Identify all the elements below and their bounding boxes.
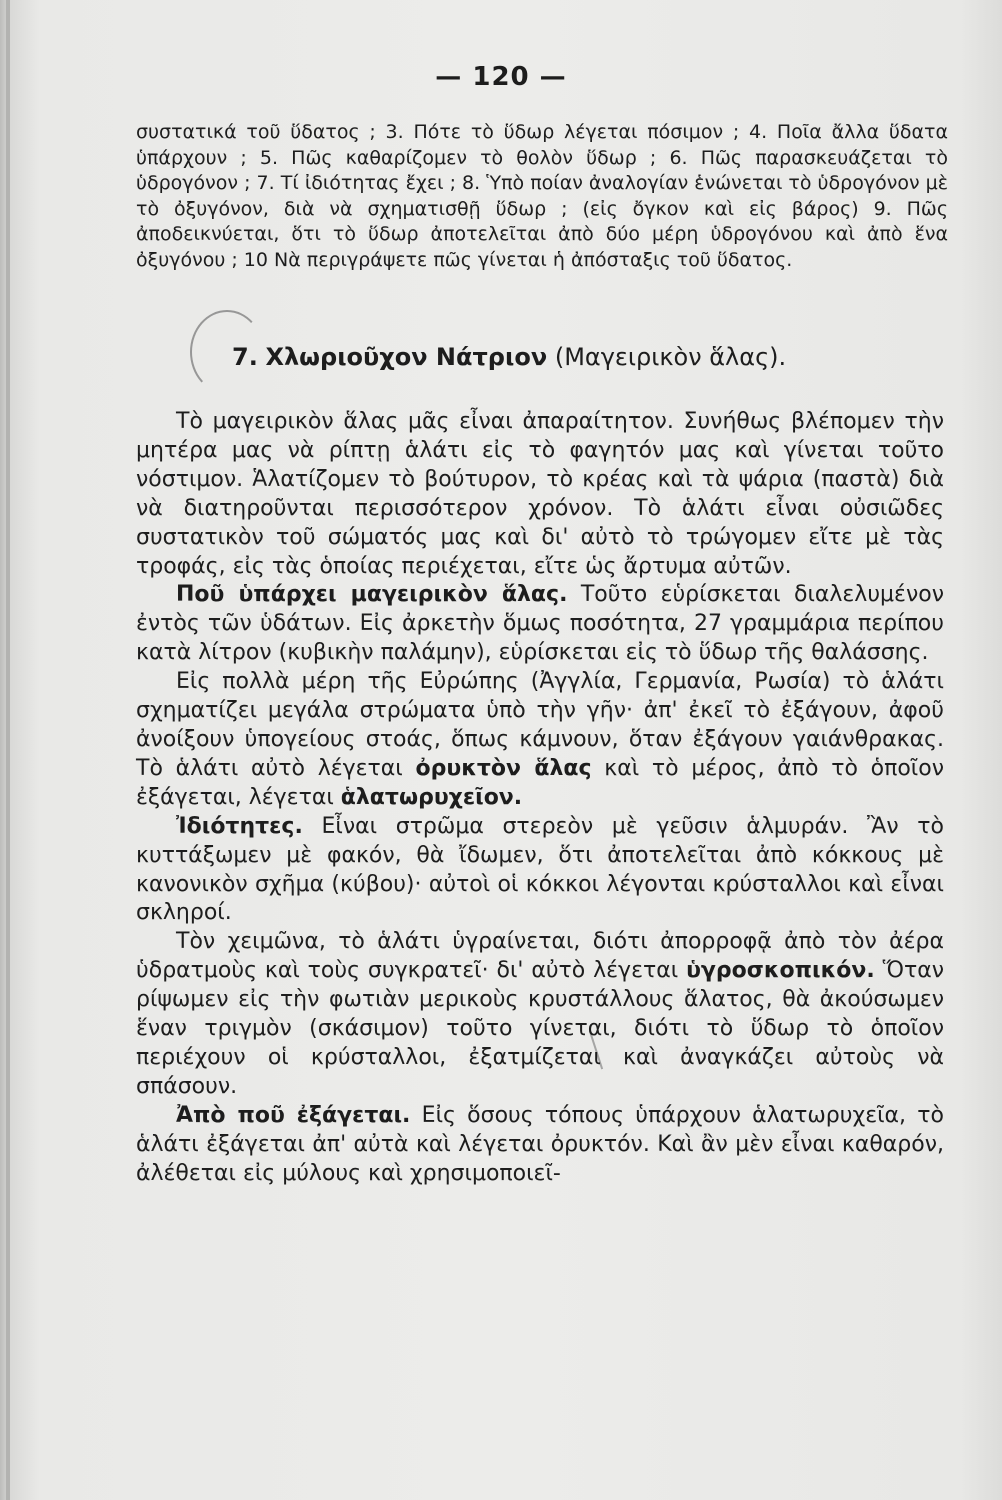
paragraph-intro: Τὸ μαγειρικὸν ἅλας μᾶς εἶναι ἀπαραίτητον. Συνήθως βλέπομεν τὴν μητέρα μας νὰ ρίπτῃ ἁλάτι εἰς τὸ φαγητόν μας καὶ γίνεται τοῦτο νόστιμον. Ἁλατίζομεν τὸ βούτυρον, τὸ κρέας καὶ τὰ ψάρια (παστὰ) διὰ νὰ διατηροῦνται περισσότερον χρόνον. Τὸ ἁλάτι εἶναι οὐσιῶδες συστατικὸν τοῦ σώματός μας καὶ δι' αὐτὸ τὸ τρώγομεν εἴτε μὲ τὰς τροφάς, εἰς τὰς ὁποίας περιέχεται, εἴτε ὡς ἄρτυμα αὐτῶν. (136, 409, 944, 579)
term-rock-salt: ὀρυκτὸν ἅλας (415, 755, 592, 781)
paragraph-extraction: Ἀπὸ ποῦ ἐξάγεται. Εἰς ὅσους τόπους ὑπάρχουν ἁλατωρυχεῖα, τὸ ἁλάτι ἐξάγεται ἀπ' αὐτὰ καὶ λέγεται ὀρυκτόν. Καὶ ἂν μὲν εἶναι καθαρόν, ἀλέθεται εἰς μύλους καὶ χρησιμοποιεῖ- (136, 1102, 944, 1186)
paragraph-rock-salt: Εἰς πολλὰ μέρη τῆς Εὐρώπης (Ἀγγλία, Γερμανία, Ρωσία) τὸ ἁλάτι σχηματίζει μεγάλα στρώματα ὑπὸ τὴν γῆν· ἀπ' ἐκεῖ τὸ ἐξάγουν, ἀφοῦ ἀνοίξουν ὑπογείους στοάς, ὅπως κάμνουν, ὅταν ἐξάγουν γαιάνθρακας. Τὸ ἁλάτι αὐτὸ λέγεται ὀρυκτὸν ἅλας καὶ τὸ μέρος, ἀπὸ τὸ ὁποῖον ἐξάγεται, λέγεται ἁλατωρυχεῖον. (136, 669, 945, 810)
term-salt-mine: ἁλατωρυχεῖον. (340, 784, 523, 810)
page-number: — 120 — (435, 62, 567, 92)
section-number: 7. (232, 343, 258, 371)
review-questions: συστατικά τοῦ ὕδατος ; 3. Πότε τὸ ὕδωρ λέγεται πόσιμον ; 4. Ποῖα ἄλλα ὕδατα ὑπάρχουν ; 5. Πῶς καθαρίζομεν τὸ θολὸν ὕδωρ ; 6. Πῶς παρασκευάζεται τὸ ὑδρογόνον ; 7. Τί ἰδιότητας ἔχει ; 8. Ὑπὸ ποίαν ἀναλογίαν ἑνώνεται τὸ ὑδρογόνον μὲ τὸ ὀξυγόνον, διὰ νὰ σχηματισθῇ ὕδωρ ; (εἰς ὄγκον καὶ εἰς βάρος) 9. Πῶς ἀποδεικνύεται, ὅτι τὸ ὕδωρ ἀποτελεῖται ἀπὸ δύο μέρη ὑδρογόνου καὶ ἀπὸ ἕνα ὀξυγόνου ; 10 Νὰ περιγράψετε πῶς γίνεται ἡ ἀπόσταξις τοῦ ὕδατος. (136, 121, 948, 271)
section-subtitle: (Μαγειρικὸν ἅλας). (554, 343, 787, 371)
section-title: Χλωριοῦχον Νάτριον (265, 343, 548, 371)
paragraph-heading: Ἀπὸ ποῦ ἐξάγεται. (176, 1102, 411, 1128)
binding-edge (6, 0, 10, 1500)
section-heading (232, 342, 932, 372)
paragraph-occurrence: Ποῦ ὑπάρχει μαγειρικὸν ἅλας. Τοῦτο εὑρίσκεται διαλελυμένον ἐντὸς τῶν ὑδάτων. Εἰς ἀρκετὴν ὅμως ποσότητα, 27 γραμμάρια περίπου κατὰ λίτρον (κυβικὴν παλάμην), εὑρίσκεται εἰς τὸ ὕδωρ τῆς θαλάσσης. (136, 582, 944, 666)
paragraph-heading: Ποῦ ὑπάρχει μαγειρικὸν ἅλας. (176, 582, 568, 608)
body-text (136, 408, 944, 1188)
paragraph-hygroscopic: Τὸν χειμῶνα, τὸ ἁλάτι ὑγραίνεται, διότι ἀπορροφᾷ ἀπὸ τὸν ἀέρα ὑδρατμοὺς καὶ τοὺς συγκρατεῖ· δι' αὐτὸ λέγεται ὑγροσκοπικόν. Ὅταν ρίψωμεν εἰς τὴν φωτιὰν μερικοὺς κρυστάλλους ἅλατος, θὰ ἀκούσωμεν ἕναν τριγμὸν (σκάσιμον) τοῦτο γίνεται, διότι τὸ ὕδωρ τὸ ὁποῖον περιέχουν οἱ κρύσταλλοι, ἐξατμίζεται καὶ ἀναγκάζει αὐτοὺς νὰ σπάσουν. (136, 929, 944, 1099)
term-hygroscopic: ὑγροσκοπικόν. (686, 958, 875, 984)
paragraph-properties: Ἰδιότητες. Εἶναι στρῶμα στερεὸν μὲ γεῦσιν ἁλμυράν. Ἂν τὸ κυττάξωμεν μὲ φακόν, θὰ ἴδωμεν, ὅτι ἀποτελεῖται ἀπὸ κόκκους μὲ κανονικὸν σχῆμα (κύβου)· αὐτοὶ οἱ κόκκοι λέγονται κρύσταλλοι καὶ εἶναι σκληροί. (136, 813, 944, 926)
paragraph-heading: Ἰδιότητες. (176, 813, 303, 839)
